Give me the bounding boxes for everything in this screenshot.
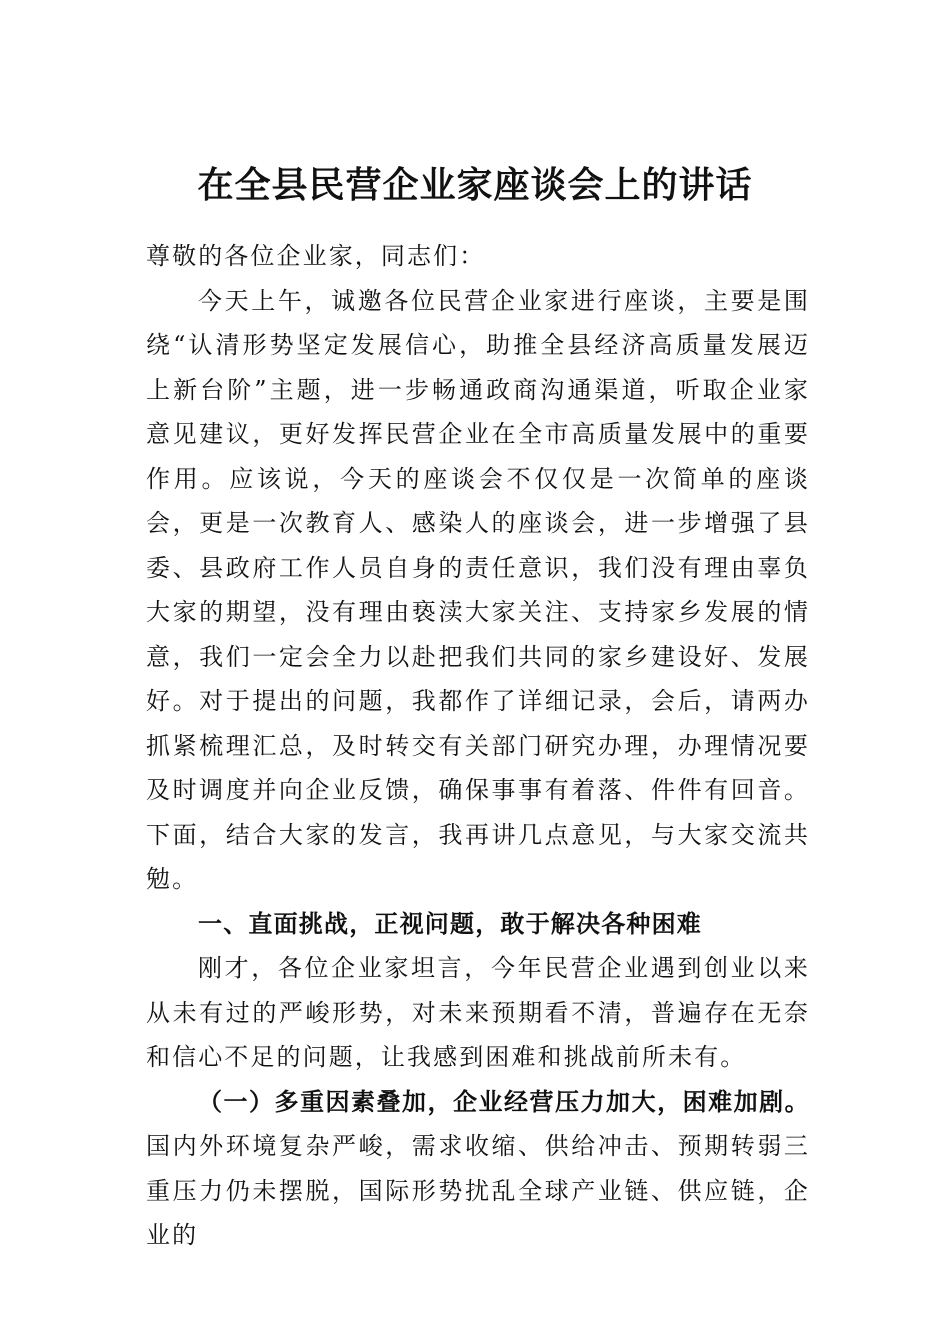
paragraph-3-text: 国内外环境复杂严峻，需求收缩、供给冲击、预期转弱三重压力仍未摆脱，国际形势扰乱全球产业链、供应链，企业的 — [146, 1132, 810, 1249]
paragraph-2: 刚才，各位企业家坦言，今年民营企业遇到创业以来从未有过的严峻形势，对未来预期看不清，普遍存在无奈和信心不足的问题，让我感到困难和挑战前所未有。 — [146, 954, 810, 1071]
subsection-heading-1: （一）多重因素叠加，企业经营压力加大，困难加剧。 — [198, 1086, 810, 1116]
document-title: 在全县民营企业家座谈会上的讲话 — [197, 164, 753, 206]
document-body — [146, 234, 810, 1258]
section-heading-1: 一、直面挑战，正视问题，敢于解决各种困难 — [198, 909, 702, 938]
paragraph-3 — [146, 1080, 810, 1258]
paragraph-1: 今天上午，诚邀各位民营企业家进行座谈，主要是围绕“认清形势坚定发展信心，助推全县经济高质量发展迈上新台阶”主题，进一步畅通政商沟通渠道，听取企业家意见建议，更好发挥民营企业在全市高质量发展中的重要作用。应该说，今天的座谈会不仅仅是一次简单的座谈会，更是一次教育人、感染人的座谈会，进一步增强了县委、县政府工作人员自身的责任意识，我们没有理由辜负大家的期望，没有理由亵渎大家关注、支持家乡发展的情意，我们一定会全力以赴把我们共同的家乡建设好、发展好。对于提出的问题，我都作了详细记录，会后，请两办抓紧梳理汇总，及时转交有关部门研究办理，办理情况要及时调度并向企业反馈，确保事事有着落、件件有回音。下面，结合大家的发言，我再讲几点意见，与大家交流共勉。 — [146, 286, 810, 893]
salutation: 尊敬的各位企业家，同志们： — [146, 242, 486, 270]
